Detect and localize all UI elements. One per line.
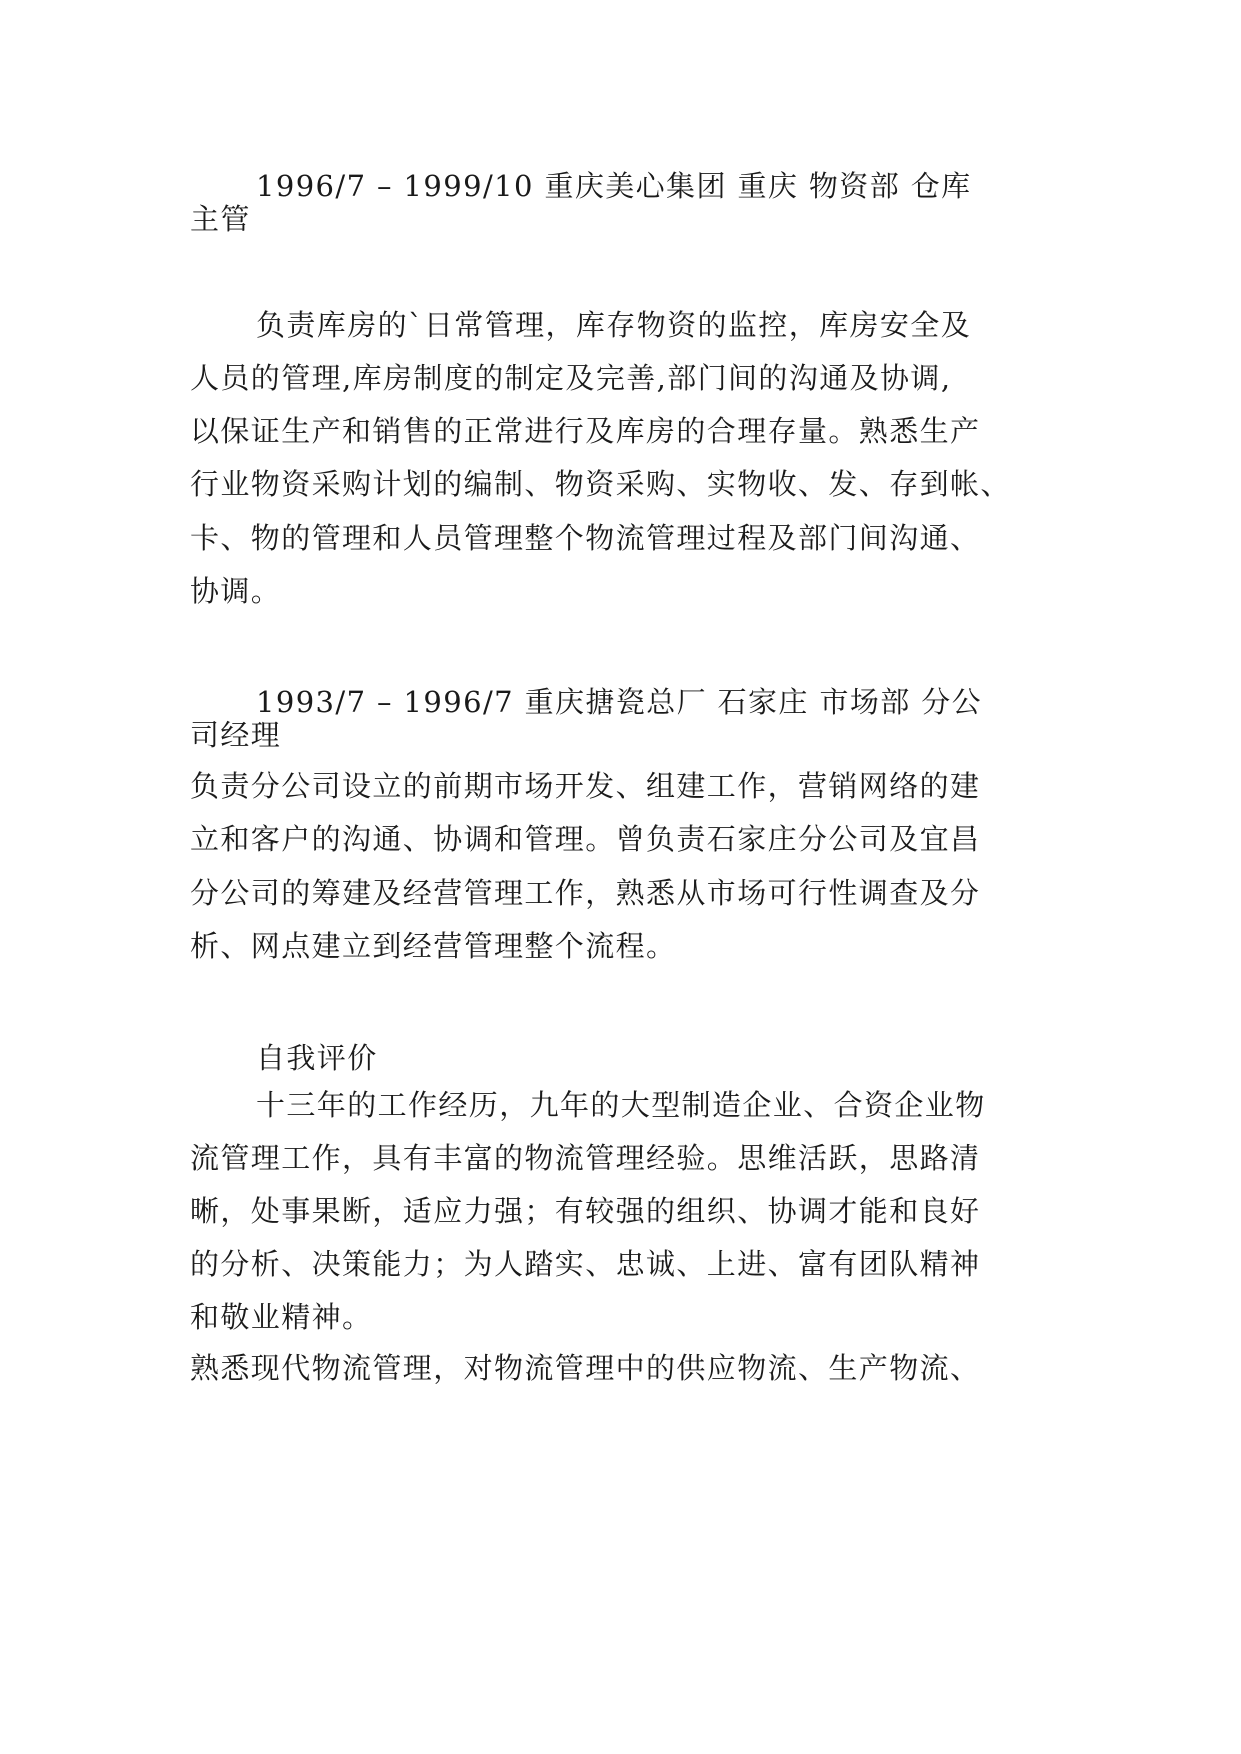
job-1-description-line: 行业物资采购计划的编制、物资采购、实物收、发、存到帐、 (190, 467, 1011, 501)
job-1-heading: 1996/7 – 1999/10 重庆美心集团 重庆 物资部 仓库 (256, 169, 972, 203)
job-1-heading-cont: 主管 (190, 202, 251, 236)
job-1-description-line: 人员的管理,库房制度的制定及完善,部门间的沟通及协调, (190, 361, 952, 395)
job-2-description: 负责分公司设立的前期市场开发、组建工作，营销网络的建 (190, 769, 981, 803)
self-evaluation-line: 流管理工作，具有丰富的物流管理经验。思维活跃，思路清 (190, 1141, 981, 1175)
self-evaluation-heading: 自我评价 (256, 1041, 378, 1075)
job-1-description-line: 以保证生产和销售的正常进行及库房的合理存量。熟悉生产 (190, 414, 981, 448)
job-2-description-line: 立和客户的沟通、协调和管理。曾负责石家庄分公司及宜昌 (190, 822, 981, 856)
job-2-heading-cont: 司经理 (190, 718, 282, 752)
job-2-heading: 1993/7 – 1996/7 重庆搪瓷总厂 石家庄 市场部 分公 (256, 685, 983, 719)
self-evaluation-line: 的分析、决策能力；为人踏实、忠诚、上进、富有团队精神 (190, 1247, 981, 1281)
job-1-description: 负责库房的`日常管理，库存物资的监控，库房安全及 (256, 308, 972, 342)
job-2-description-line: 析、网点建立到经营管理整个流程。 (190, 929, 677, 963)
job-1-description-line: 协调。 (190, 574, 282, 608)
job-2-description-line: 分公司的筹建及经营管理工作，熟悉从市场可行性调查及分 (190, 876, 981, 910)
self-evaluation-line: 和敬业精神。 (190, 1300, 373, 1334)
job-1-description-line: 卡、物的管理和人员管理整个物流管理过程及部门间沟通、 (190, 521, 981, 555)
self-evaluation-text: 十三年的工作经历，九年的大型制造企业、合资企业物 (256, 1088, 986, 1122)
logistics-expertise-text: 熟悉现代物流管理，对物流管理中的供应物流、生产物流、 (190, 1351, 981, 1385)
self-evaluation-line: 晰，处事果断，适应力强；有较强的组织、协调才能和良好 (190, 1194, 981, 1228)
